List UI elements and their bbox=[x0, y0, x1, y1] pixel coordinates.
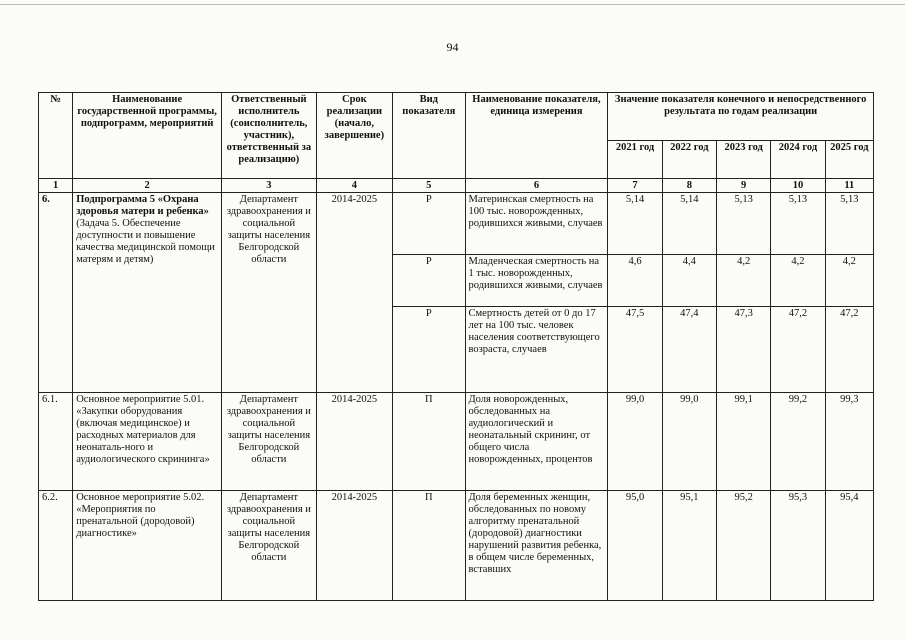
value-2022: 99,0 bbox=[662, 393, 716, 491]
indicator-type: П bbox=[393, 393, 465, 491]
value-2024: 5,13 bbox=[771, 193, 825, 255]
value-2024: 99,2 bbox=[771, 393, 825, 491]
value-2022: 95,1 bbox=[662, 491, 716, 601]
responsible-executor: Департамент здравоохранения и социальной защиты населения Белгородской области bbox=[222, 193, 317, 393]
subprogram-name-cell bbox=[73, 193, 222, 393]
column-number: 1 bbox=[39, 179, 73, 193]
value-2024: 47,2 bbox=[771, 307, 825, 393]
value-2024: 95,3 bbox=[771, 491, 825, 601]
page-number: 94 bbox=[446, 40, 459, 54]
column-numbers-row bbox=[39, 179, 874, 193]
column-number: 4 bbox=[316, 179, 392, 193]
value-2021: 95,0 bbox=[608, 491, 662, 601]
column-number: 9 bbox=[716, 179, 770, 193]
header-row bbox=[39, 93, 874, 141]
header-term: Срок реализации (начало, завершение) bbox=[316, 93, 392, 179]
column-number: 7 bbox=[608, 179, 662, 193]
column-number: 3 bbox=[222, 179, 317, 193]
value-2025: 47,2 bbox=[825, 307, 873, 393]
table-row bbox=[39, 491, 874, 601]
column-number: 6 bbox=[465, 179, 608, 193]
value-2021: 4,6 bbox=[608, 255, 662, 307]
subprogram-title: Подпрограмма 5 «Охрана здоровья матери и ребенка» bbox=[76, 194, 209, 217]
indicator-type: Р bbox=[393, 255, 465, 307]
value-2023: 47,3 bbox=[716, 307, 770, 393]
subprogram-task: (Задача 5. Обеспечение доступности и повышение качества медицинской помощи матерям и детям) bbox=[76, 218, 215, 265]
indicator-name: Материнская смертность на 100 тыс. новорожденных, родившихся живыми, случаев bbox=[465, 193, 608, 255]
column-number: 11 bbox=[825, 179, 873, 193]
header-indicator: Наименование показателя, единица измерения bbox=[465, 93, 608, 179]
value-2025: 95,4 bbox=[825, 491, 873, 601]
indicator-type: Р bbox=[393, 193, 465, 255]
value-2025: 4,2 bbox=[825, 255, 873, 307]
header-responsible: Ответственный исполнитель (соисполнитель, участник), ответственный за реализацию) bbox=[222, 93, 317, 179]
header-type: Вид показателя bbox=[393, 93, 465, 179]
header-year: 2022 год bbox=[662, 141, 716, 179]
column-number: 10 bbox=[771, 179, 825, 193]
page-top-edge bbox=[0, 0, 905, 5]
value-2025: 5,13 bbox=[825, 193, 873, 255]
indicator-name: Доля беременных женщин, обследованных по новому алгоритму пренатальной (дородовой) диагностики нарушений развития ребенка, в общем числе беременных, вставших bbox=[465, 491, 608, 601]
indicator-name: Доля новорожденных, обследованных на аудиологический и неонатальный скрининг, от общего числа новорожденных, процентов bbox=[465, 393, 608, 491]
measure-name: Основное мероприятие 5.02. «Мероприятия по пренатальной (дородовой) диагностике» bbox=[73, 491, 222, 601]
responsible-executor: Департамент здравоохранения и социальной защиты населения Белгородской области bbox=[222, 393, 317, 491]
value-2022: 47,4 bbox=[662, 307, 716, 393]
value-2023: 99,1 bbox=[716, 393, 770, 491]
table-row bbox=[39, 393, 874, 491]
value-2025: 99,3 bbox=[825, 393, 873, 491]
indicator-type: Р bbox=[393, 307, 465, 393]
header-name: Наименование государственной программы, подпрограмм, мероприятий bbox=[73, 93, 222, 179]
header-num: № bbox=[39, 93, 73, 179]
row-number: 6. bbox=[39, 193, 73, 393]
header-year: 2024 год bbox=[771, 141, 825, 179]
table-row bbox=[39, 193, 874, 255]
responsible-executor: Департамент здравоохранения и социальной защиты населения Белгородской области bbox=[222, 491, 317, 601]
header-values-group: Значение показателя конечного и непосредственного результата по годам реализации bbox=[608, 93, 874, 141]
column-number: 8 bbox=[662, 179, 716, 193]
column-number: 2 bbox=[73, 179, 222, 193]
row-number: 6.1. bbox=[39, 393, 73, 491]
implementation-term: 2014-2025 bbox=[316, 491, 392, 601]
implementation-term: 2014-2025 bbox=[316, 193, 392, 393]
value-2022: 4,4 bbox=[662, 255, 716, 307]
header-year: 2023 год bbox=[716, 141, 770, 179]
value-2021: 47,5 bbox=[608, 307, 662, 393]
implementation-term: 2014-2025 bbox=[316, 393, 392, 491]
value-2023: 95,2 bbox=[716, 491, 770, 601]
value-2023: 4,2 bbox=[716, 255, 770, 307]
indicator-name: Младенческая смертность на 1 тыс. новорожденных, родившихся живыми, случаев bbox=[465, 255, 608, 307]
value-2021: 5,14 bbox=[608, 193, 662, 255]
value-2021: 99,0 bbox=[608, 393, 662, 491]
indicator-name: Смертность детей от 0 до 17 лет на 100 тыс. человек населения соответствующего возраста, случаев bbox=[465, 307, 608, 393]
row-number: 6.2. bbox=[39, 491, 73, 601]
header-year: 2021 год bbox=[608, 141, 662, 179]
indicators-table bbox=[38, 92, 874, 601]
indicator-type: П bbox=[393, 491, 465, 601]
measure-name: Основное мероприятие 5.01. «Закупки оборудования (включая медицинское) и расходных материалов для неонаталь-ного и аудиологического скрининга» bbox=[73, 393, 222, 491]
value-2024: 4,2 bbox=[771, 255, 825, 307]
value-2022: 5,14 bbox=[662, 193, 716, 255]
column-number: 5 bbox=[393, 179, 465, 193]
value-2023: 5,13 bbox=[716, 193, 770, 255]
header-year: 2025 год bbox=[825, 141, 873, 179]
